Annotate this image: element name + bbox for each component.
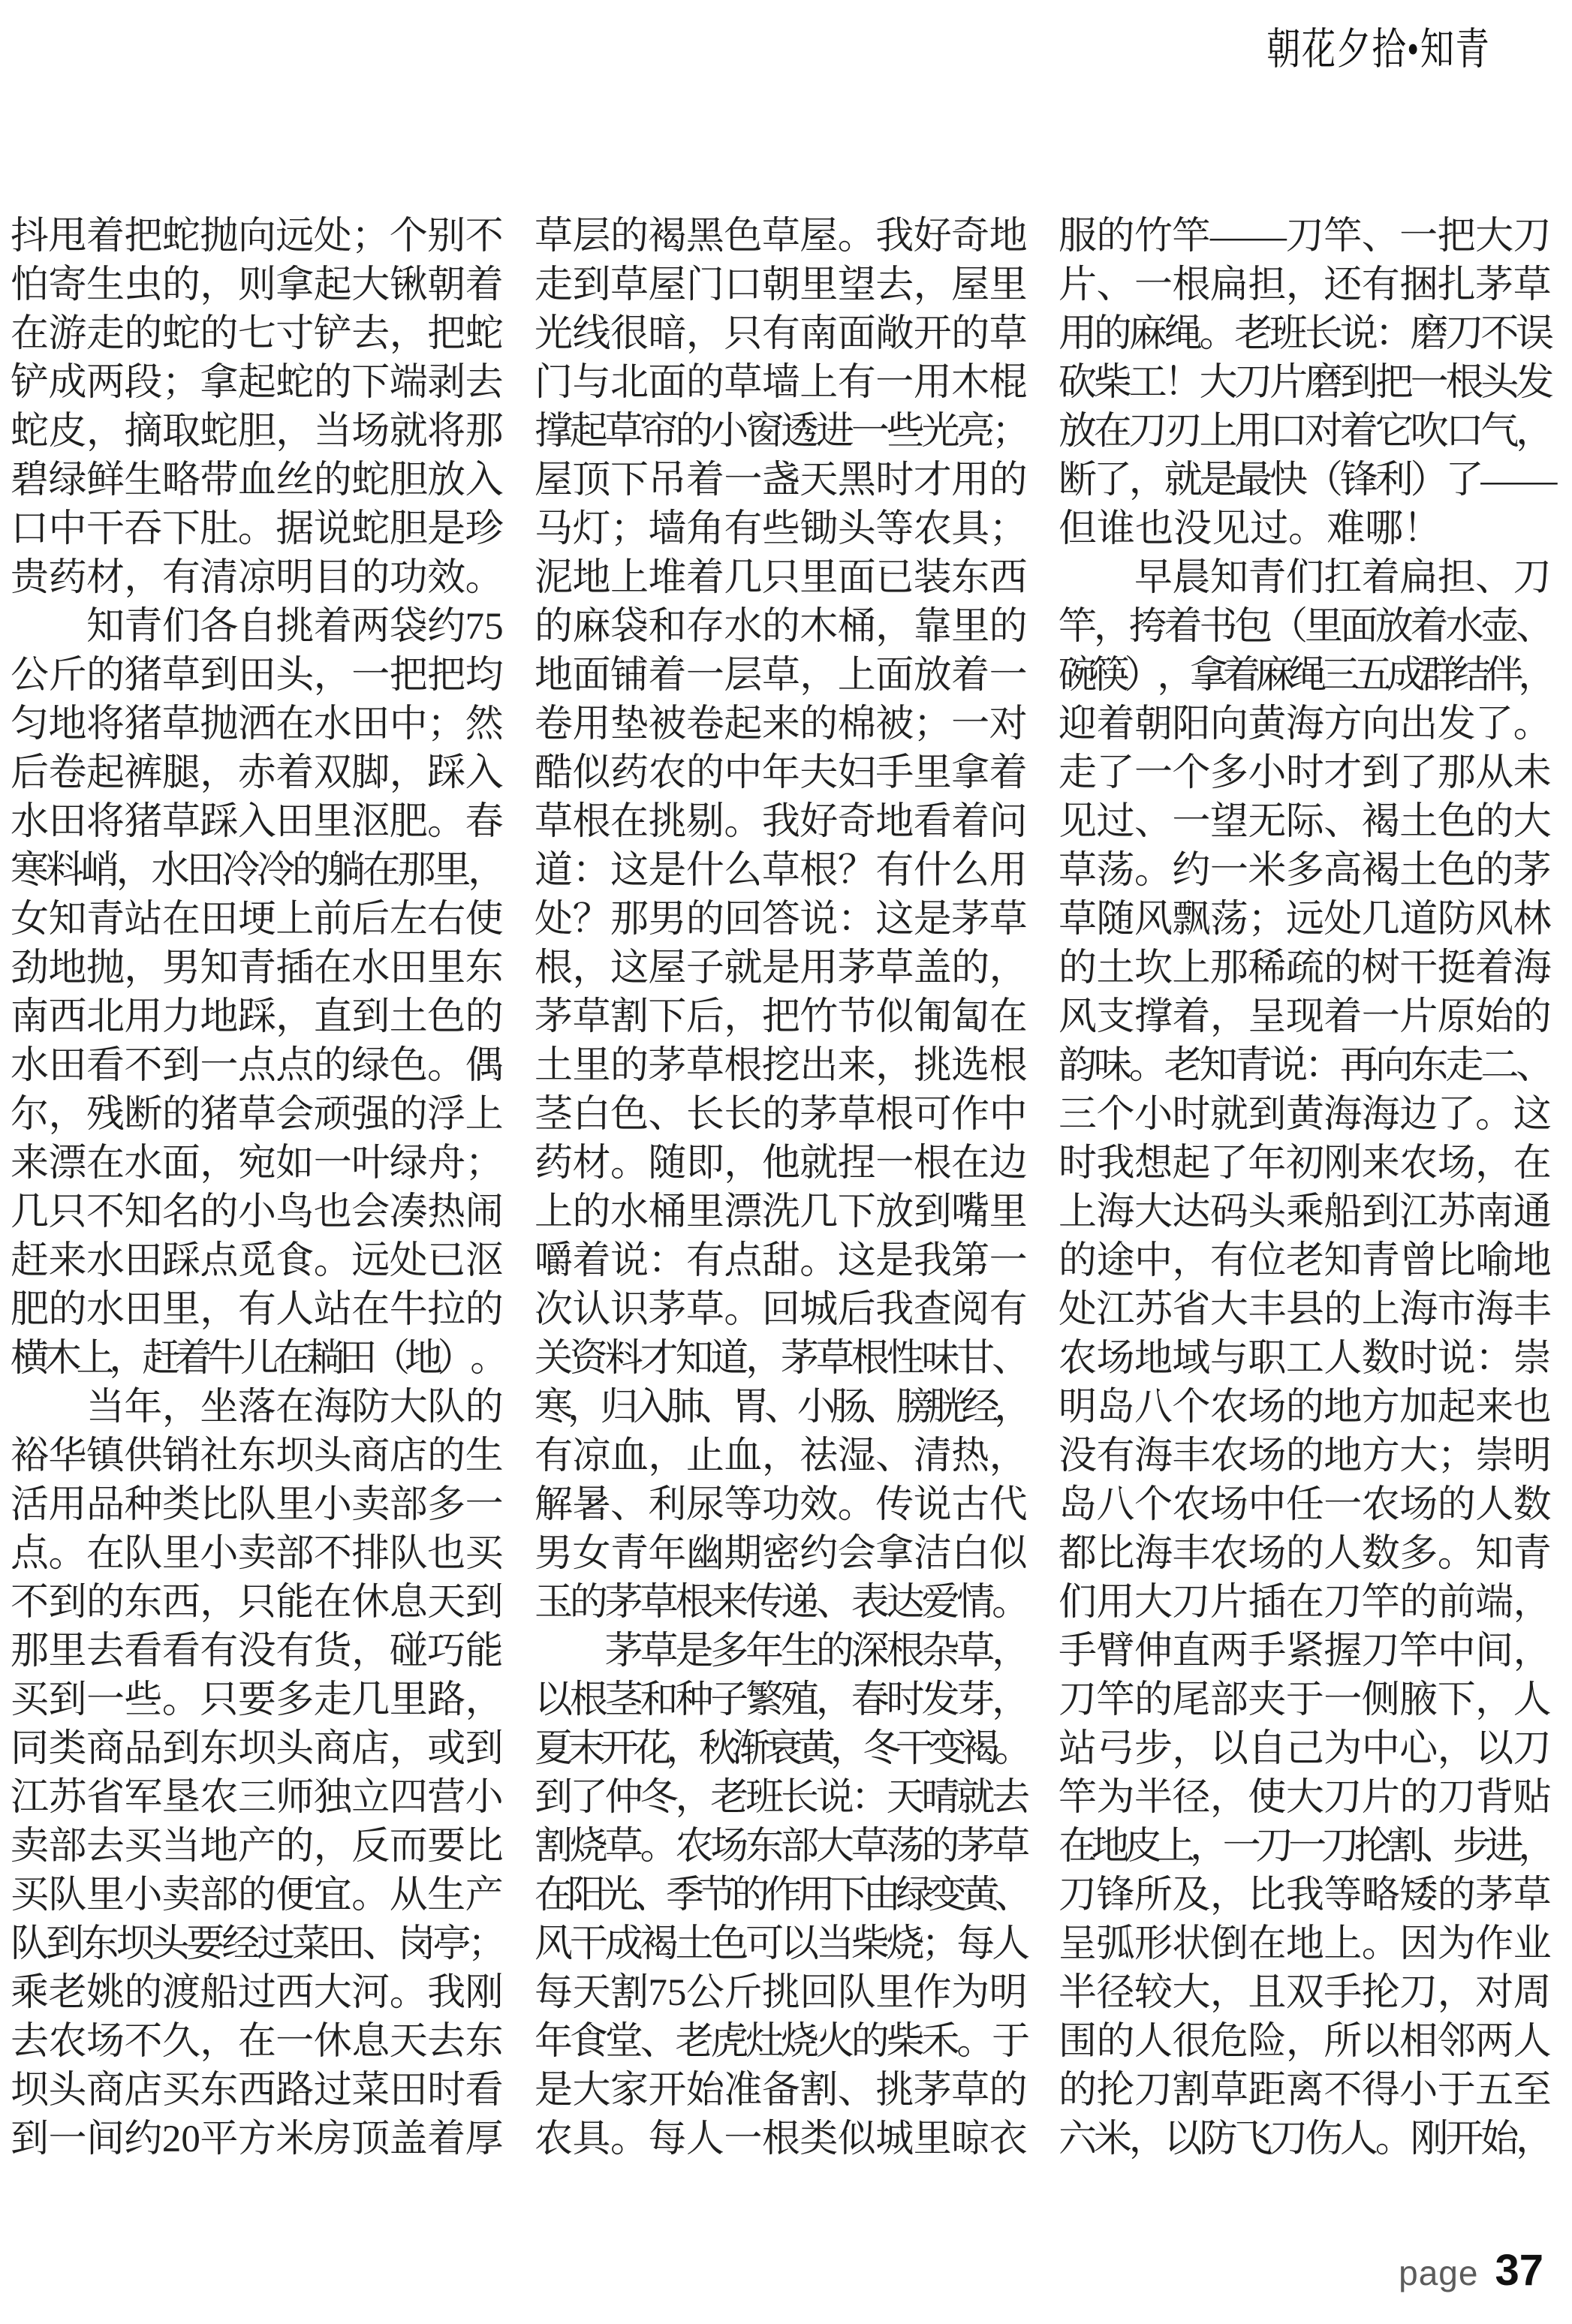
text-line: 手 臂 伸 直 两 手 紧 握 刀 竿 中 间 ，	[1059, 1630, 1552, 1672]
text-line: 泥 地 上 堆 着 几 只 里 面 已 装 东 西	[535, 557, 1028, 599]
text-line: 服 的 竹 竿 —— 刀 竿 、 一 把 大 刀	[1059, 215, 1552, 257]
text-line: 竿 为 半 径 ， 使 大 刀 片 的 刀 背 贴	[1059, 1777, 1552, 1819]
text-line: 贵 药 材 ， 有 清 凉 明 目 的 功 效 。	[11, 557, 504, 599]
text-line: 三 个 小 时 就 到 黄 海 海 边 了 。 这	[1059, 1094, 1552, 1136]
text-line: 撑 起 草 帘 的 小 窗 透 进 一 些 光 亮 ；	[535, 411, 1031, 453]
text-line: 砍 柴 工 ！ 大 刀 片 磨 到 把 一 根 头 发	[1059, 362, 1555, 404]
text-line: 上 的 水 桶 里 漂 洗 几 下 放 到 嘴 里	[535, 1191, 1028, 1233]
text-line: 道 ： 这 是 什 么 草 根 ？ 有 什 么 用	[535, 850, 1028, 892]
text-line: 马 灯 ； 墙 角 有 些 锄 头 等 农 具 ；	[535, 508, 1028, 550]
text-line: 以 根 茎 和 种 子 繁 殖 ， 春 时 发 芽 ，	[535, 1679, 1031, 1721]
text-line: 但 谁 也 没 见 过 。 难 哪 ！	[1059, 508, 1442, 550]
text-line: 铲 成 两 段 ； 拿 起 蛇 的 下 端 剥 去	[11, 362, 504, 404]
text-line: 在 阳 光 、 季 节 的 作 用 下 由 绿 变 黄 、	[535, 1874, 1033, 1916]
text-line: 活 用 品 种 类 比 队 里 小 卖 部 多 一	[11, 1484, 504, 1526]
text-line: 农 场 地 域 与 职 工 人 数 时 说 ： 崇	[1059, 1338, 1552, 1380]
text-line: 草 荡 。 约 一 米 多 高 褐 土 色 的 茅	[1059, 850, 1552, 892]
text-line: 是 大 家 开 始 准 备 割 、 挑 茅 草 的	[535, 2070, 1028, 2112]
text-line: 酷 似 药 农 的 中 年 夫 妇 手 里 拿 着	[535, 752, 1028, 794]
text-line: 卖 部 去 买 当 地 产 的 ， 反 而 要 比	[11, 1826, 504, 1868]
text-line: 风 干 成 褐 土 色 可 以 当 柴 烧 ； 每 人	[535, 1923, 1031, 1965]
text-line: 草 层 的 褐 黑 色 草 屋 。 我 好 奇 地	[535, 215, 1028, 257]
text-line: 年 食 堂 、 老 虎 灶 烧 火 的 柴 禾 。 于	[535, 2021, 1031, 2063]
page-label: page	[1399, 2253, 1479, 2292]
text-line: 几 只 不 知 名 的 小 鸟 也 会 凑 热 闹	[11, 1191, 504, 1233]
text-line: 光 线 很 暗 ， 只 有 南 面 敞 开 的 草	[535, 313, 1028, 355]
text-line: 没 有 海 丰 农 场 的 地 方 大 ； 崇 明	[1059, 1435, 1552, 1477]
text-line: 用 的 麻 绳 。 老 班 长 说 ： 磨 刀 不 误	[1059, 313, 1555, 355]
page-footer	[1399, 2245, 1543, 2295]
page-number: 37	[1495, 2246, 1543, 2295]
text-line: 坝 头 商 店 买 东 西 路 过 菜 田 时 看	[11, 2070, 504, 2112]
text-line: 抖 甩 着 把 蛇 抛 向 远 处 ； 个 别 不	[11, 215, 504, 257]
text-line: 药 材 。 随 即 ， 他 就 捏 一 根 在 边	[535, 1142, 1028, 1185]
text-line: 岛 八 个 农 场 中 任 一 农 场 的 人 数	[1059, 1484, 1552, 1526]
text-line: 茎 白 色 、 长 长 的 茅 草 根 可 作 中	[535, 1094, 1028, 1136]
text-line: 放 在 刀 刃 上 用 口 对 着 它 吹 口 气 ，	[1059, 411, 1555, 453]
text-line: 公 斤 的 猪 草 到 田 头 ， 一 把 把 均	[11, 655, 504, 697]
text-line: 时 我 想 起 了 年 初 刚 来 农 场 ， 在	[1059, 1142, 1552, 1185]
text-line: 迎 着 朝 阳 向 黄 海 方 向 出 发 了 。	[1059, 703, 1552, 745]
text-line: 韵 味 。 老 知 青 说 ： 再 向 东 走 二 、	[1059, 1045, 1555, 1087]
text-line: 明 岛 八 个 农 场 的 地 方 加 起 来 也	[1059, 1386, 1552, 1428]
text-line: 根 ， 这 屋 子 就 是 用 茅 草 盖 的 ，	[535, 947, 1028, 989]
text-line: 在 游 走 的 蛇 的 七 寸 铲 去 ， 把 蛇	[11, 313, 504, 355]
text-line: 江 苏 省 军 垦 农 三 师 独 立 四 营 小	[11, 1777, 504, 1819]
text-line: 到 一 间 约 20 平 方 米 房 顶 盖 着 厚	[11, 2118, 504, 2160]
text-line: 解 暑 、 利 尿 等 功 效 。 传 说 古 代	[535, 1484, 1028, 1526]
text-line: 去 农 场 不 久 ， 在 一 休 息 天 去 东	[11, 2021, 504, 2063]
text-line: 站 弓 步 ， 以 自 己 为 中 心 ， 以 刀	[1059, 1728, 1552, 1770]
text-line: 后 卷 起 裤 腿 ， 赤 着 双 脚 ， 踩 入	[11, 752, 504, 794]
text-line: 到 了 仲 冬 ， 老 班 长 说 ： 天 晴 就 去	[535, 1777, 1031, 1819]
text-line: 片 、 一 根 扁 担 ， 还 有 捆 扎 茅 草	[1059, 264, 1552, 306]
text-line: 草 随 风 飘 荡 ； 远 处 几 道 防 风 林	[1059, 899, 1552, 941]
text-line: 水 田 将 猪 草 踩 入 田 里 沤 肥 。 春	[11, 801, 504, 843]
text-line: 点 。 在 队 里 小 卖 部 不 排 队 也 买	[11, 1533, 504, 1575]
text-line: 呈 弧 形 状 倒 在 地 上 。 因 为 作 业	[1059, 1923, 1552, 1965]
text-line: 寒 料 峭 ， 水 田 冷 冷 的 躺 在 那 里 ，	[11, 850, 507, 892]
text-line: 屋 顶 下 吊 着 一 盏 天 黑 时 才 用 的	[535, 459, 1028, 501]
text-line: 竿 ， 挎 着 书 包 （ 里 面 放 着 水 壶 、	[1059, 606, 1555, 648]
text-line: 怕 寄 生 虫 的 ， 则 拿 起 大 锹 朝 着	[11, 264, 504, 306]
text-line: 断 了 ， 就 是 最 快 （ 锋 利 ） 了 ——	[1059, 459, 1558, 501]
text-line: 处 江 苏 省 大 丰 县 的 上 海 市 海 丰	[1059, 1289, 1552, 1331]
text-line: 有 凉 血 ， 止 血 ， 祛 湿 、 清 热 ，	[535, 1435, 1028, 1477]
text-line: 们 用 大 刀 片 插 在 刀 竿 的 前 端 ，	[1059, 1582, 1552, 1624]
text-line: 的 抡 刀 割 草 距 离 不 得 小 于 五 至	[1059, 2070, 1552, 2112]
text-line: 乘 老 姚 的 渡 船 过 西 大 河 。 我 刚	[11, 1972, 504, 2014]
text-line: 蛇 皮 ， 摘 取 蛇 胆 ， 当 场 就 将 那	[11, 411, 504, 453]
text-line: 碧 绿 鲜 生 略 带 血 丝 的 蛇 胆 放 入	[11, 459, 504, 501]
text-line: 南 西 北 用 力 地 踩 ， 直 到 土 色 的	[11, 996, 504, 1038]
text-column-1	[11, 212, 509, 2164]
text-line: 农 具 。 每 人 一 根 类 似 城 里 晾 衣	[535, 2118, 1028, 2160]
text-line: 夏 末 开 花 ， 秋 渐 衰 黄 ， 冬 干 变 褐 。	[535, 1728, 1033, 1770]
text-line: 上 海 大 达 码 头 乘 船 到 江 苏 南 通	[1059, 1191, 1552, 1233]
text-column-2	[535, 212, 1033, 2164]
text-line: 水 田 看 不 到 一 点 点 的 绿 色 。 偶	[11, 1045, 504, 1087]
text-line: 在 地 皮 上 ， 一 刀 一 刀 抡 割 、 步 进 ，	[1059, 1826, 1557, 1868]
text-line: 刀 锋 所 及 ， 比 我 等 略 矮 的 茅 草	[1059, 1874, 1552, 1916]
text-line: 寒 ， 归 入 肺 、 胃 、 小 肠 、 膀 胱 经 ，	[535, 1386, 1033, 1428]
text-line: 嚼 着 说 ： 有 点 甜 。 这 是 我 第 一	[535, 1240, 1028, 1282]
text-line: 半 径 较 大 ， 且 双 手 抡 刀 ， 对 周	[1059, 1972, 1552, 2014]
text-line: 匀 地 将 猪 草 抛 洒 在 水 田 中 ； 然	[11, 703, 504, 745]
text-line: 土 里 的 茅 草 根 挖 出 来 ， 挑 选 根	[535, 1045, 1028, 1087]
text-line: 横 木 上 ， 赶 着 牛 儿 在 耥 田 （ 地 ） 。	[11, 1338, 509, 1380]
text-line: 当 年 ， 坐 落 在 海 防 大 队 的	[86, 1386, 504, 1428]
text-line: 口 中 干 吞 下 肚 。 据 说 蛇 胆 是 珍	[11, 508, 504, 550]
text-line: 女 知 青 站 在 田 埂 上 前 后 左 右 使	[11, 899, 504, 941]
text-line: 不 到 的 东 西 ， 只 能 在 休 息 天 到	[11, 1582, 504, 1624]
text-line: 茅 草 割 下 后 ， 把 竹 节 似 匍 匐 在	[535, 996, 1028, 1038]
text-line: 次 认 识 茅 草 。 回 城 后 我 查 阅 有	[535, 1289, 1028, 1331]
text-line: 风 支 撑 着 ， 呈 现 着 一 片 原 始 的	[1059, 996, 1552, 1038]
text-line: 见 过 、 一 望 无 际 、 褐 土 色 的 大	[1059, 801, 1552, 843]
text-line: 草 根 在 挑 剔 。 我 好 奇 地 看 着 问	[535, 801, 1028, 843]
text-line: 的 麻 袋 和 存 水 的 木 桶 ， 靠 里 的	[535, 606, 1028, 648]
text-line: 每 天 割 75 公 斤 挑 回 队 里 作 为 明	[535, 1972, 1028, 2014]
text-line: 玉 的 茅 草 根 来 传 递 、 表 达 爱 情 。	[535, 1582, 1031, 1624]
text-line: 那 里 去 看 看 有 没 有 货 ， 碰 巧 能	[11, 1630, 504, 1672]
text-line: 割 烧 草 。 农 场 东 部 大 草 荡 的 茅 草	[535, 1826, 1031, 1868]
text-line: 早 晨 知 青 们 扛 着 扁 担 、 刀	[1134, 557, 1552, 599]
text-line: 六 米 ， 以 防 飞 刀 伤 人 。 刚 开 始 ，	[1059, 2118, 1555, 2160]
text-line: 同 类 商 品 到 东 坝 头 商 店 ， 或 到	[11, 1728, 504, 1770]
text-line: 处 ？ 那 男 的 回 答 说 ： 这 是 茅 草	[535, 899, 1028, 941]
text-line: 碗 筷 ） ， 拿 着 麻 绳 三 五 成 群 结 伴 ，	[1059, 655, 1557, 697]
text-line: 刀 竿 的 尾 部 夹 于 一 侧 腋 下 ， 人	[1059, 1679, 1552, 1721]
text-line: 围 的 人 很 危 险 ， 所 以 相 邻 两 人	[1059, 2021, 1552, 2063]
text-line: 的 土 坎 上 那 稀 疏 的 树 干 挺 着 海	[1059, 947, 1552, 989]
text-line: 走 了 一 个 多 小 时 才 到 了 那 从 未	[1059, 752, 1552, 794]
text-line: 买 到 一 些 。 只 要 多 走 几 里 路 ，	[11, 1679, 504, 1721]
text-line: 茅 草 是 多 年 生 的 深 根 杂 草 ，	[604, 1630, 1031, 1672]
section-title: 朝花夕拾•知青	[1266, 25, 1490, 74]
text-line: 地 面 铺 着 一 层 草 ， 上 面 放 着 一	[535, 655, 1028, 697]
page-header	[1266, 14, 1490, 77]
text-line: 关 资 料 才 知 道 ， 茅 草 根 性 味 甘 、	[535, 1338, 1031, 1380]
text-line: 男 女 青 年 幽 期 密 约 会 拿 洁 白 似	[535, 1533, 1028, 1575]
text-line: 的 途 中 ， 有 位 老 知 青 曾 比 喻 地	[1059, 1240, 1552, 1282]
text-line: 队 到 东 坝 头 要 经 过 菜 田 、 岗 亭 ；	[11, 1923, 507, 1965]
text-line: 走 到 草 屋 门 口 朝 里 望 去 ， 屋 里	[535, 264, 1028, 306]
text-line: 卷 用 垫 被 卷 起 来 的 棉 被 ； 一 对	[535, 703, 1028, 745]
text-line: 裕 华 镇 供 销 社 东 坝 头 商 店 的 生	[11, 1435, 504, 1477]
text-line: 买 队 里 小 卖 部 的 便 宜 。 从 生 产	[11, 1874, 504, 1916]
text-line: 来 漂 在 水 面 ， 宛 如 一 叶 绿 舟 ；	[11, 1142, 504, 1185]
text-column-3	[1059, 212, 1558, 2164]
text-line: 门 与 北 面 的 草 墙 上 有 一 用 木 棍	[535, 362, 1028, 404]
text-line: 肥 的 水 田 里 ， 有 人 站 在 牛 拉 的	[11, 1289, 504, 1331]
text-line: 赶 来 水 田 踩 点 觅 食 。 远 处 已 沤	[11, 1240, 504, 1282]
text-line: 劲 地 抛 ， 男 知 青 插 在 水 田 里 东	[11, 947, 504, 989]
text-line: 知 青 们 各 自 挑 着 两 袋 约 75	[86, 606, 504, 648]
text-line: 尔 ， 残 断 的 猪 草 会 顽 强 的 浮 上	[11, 1094, 504, 1136]
text-line: 都 比 海 丰 农 场 的 人 数 多 。 知 青	[1059, 1533, 1552, 1575]
